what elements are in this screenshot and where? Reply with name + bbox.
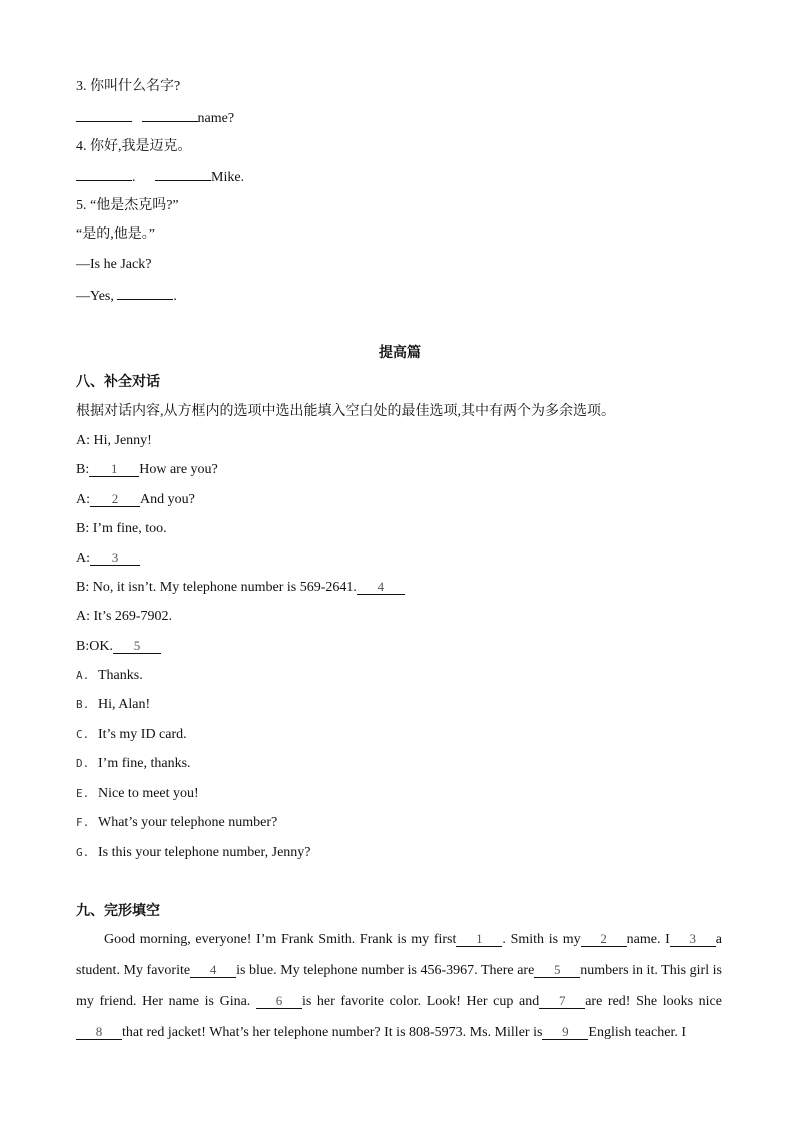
- cloze-blank[interactable]: 8: [76, 1024, 122, 1040]
- cloze-blank[interactable]: 1: [456, 931, 502, 947]
- question-3: [76, 78, 180, 96]
- blank-number[interactable]: 1: [89, 461, 139, 477]
- cloze-blank[interactable]: 6: [256, 993, 302, 1009]
- option-d[interactable]: D. I’m fine, thanks.: [76, 756, 191, 771]
- answer-blank[interactable]: [155, 167, 211, 181]
- answer-text: name?: [197, 111, 235, 126]
- question-chinese: “是的,他是。”: [76, 227, 155, 242]
- dialogue-line: A: Hi, Jenny!: [76, 433, 152, 448]
- option-e[interactable]: E. Nice to meet you!: [76, 786, 199, 801]
- question-number: 3.: [76, 79, 87, 94]
- option-a[interactable]: A. Thanks.: [76, 668, 143, 683]
- section-9-heading: 九、完形填空: [76, 904, 160, 919]
- question-number: 5.: [76, 198, 87, 213]
- question-chinese: 你好,我是迈克。: [90, 139, 192, 154]
- question-5-line-3: [76, 256, 151, 274]
- dialogue-line: B: No, it isn’t. My telephone number is 569-2641. 4: [76, 579, 405, 597]
- answer-line-4: [76, 167, 244, 187]
- blank-number[interactable]: 3: [90, 550, 140, 566]
- question-4: [76, 138, 192, 156]
- question-5: [76, 197, 179, 215]
- dialogue-line: A: 2 And you?: [76, 491, 195, 507]
- option-c[interactable]: C. It’s my ID card.: [76, 727, 187, 742]
- cloze-blank[interactable]: 9: [542, 1024, 588, 1040]
- answer-blank[interactable]: [142, 108, 198, 122]
- dialogue-line: A: 3: [76, 550, 140, 568]
- blank-number[interactable]: 2: [90, 491, 140, 507]
- option-f[interactable]: F. What’s your telephone number?: [76, 815, 278, 830]
- section-8-heading: 八、补全对话: [76, 375, 160, 390]
- dialogue-line: B: 1 How are you?: [76, 461, 218, 477]
- answer-text: —Yes,: [76, 289, 114, 304]
- answer-text: .: [132, 170, 136, 185]
- question-chinese: 你叫什么名字?: [90, 79, 181, 94]
- answer-blank[interactable]: [76, 167, 132, 181]
- answer-line-3: [76, 108, 234, 128]
- blank-number[interactable]: 5: [113, 638, 161, 654]
- answer-line-5: [76, 286, 177, 306]
- answer-blank[interactable]: [117, 286, 173, 300]
- question-chinese: “他是杰克吗?”: [90, 198, 179, 213]
- dialogue-line: A: It’s 269-7902.: [76, 609, 173, 624]
- dialogue-line: B:OK. 5: [76, 638, 161, 656]
- option-g[interactable]: G. Is this your telephone number, Jenny?: [76, 845, 311, 860]
- cloze-blank[interactable]: 7: [539, 993, 585, 1009]
- option-b[interactable]: B. Hi, Alan!: [76, 697, 151, 712]
- question-number: 4.: [76, 139, 87, 154]
- blank-number[interactable]: 4: [357, 579, 405, 595]
- answer-blank[interactable]: [76, 108, 132, 122]
- answer-text: .: [173, 289, 177, 304]
- dialogue-line: B: I’m fine, too.: [76, 521, 167, 536]
- cloze-passage: Good morning, everyone! I’m Frank Smith. Frank is my first 1 . Smith is my 2 name. I 3 a student. My favorite 4 is blue. My telephone number is 456-3967. There are 5 numbers in it. This girl is my friend. Her name is Gina. 6 is her favorite color. Look! Her cup and 7 are red! She looks nice8 that red jacket! What’s her telephone number? It is 808-5973. Ms. Miller is 9 English teacher. I: [76, 931, 723, 1040]
- section-8-instruction: 根据对话内容,从方框内的选项中选出能填入空白处的最佳选项,其中有两个为多余选项。: [76, 404, 615, 419]
- question-5-line-2: [76, 226, 155, 244]
- cloze-blank[interactable]: 3: [670, 931, 716, 947]
- cloze-blank[interactable]: 5: [534, 962, 580, 978]
- cloze-blank[interactable]: 4: [190, 962, 236, 978]
- question-english: —Is he Jack?: [76, 257, 152, 272]
- cloze-blank[interactable]: 2: [581, 931, 627, 947]
- answer-text: Mike.: [211, 170, 245, 185]
- section-title: 提高篇: [379, 346, 421, 361]
